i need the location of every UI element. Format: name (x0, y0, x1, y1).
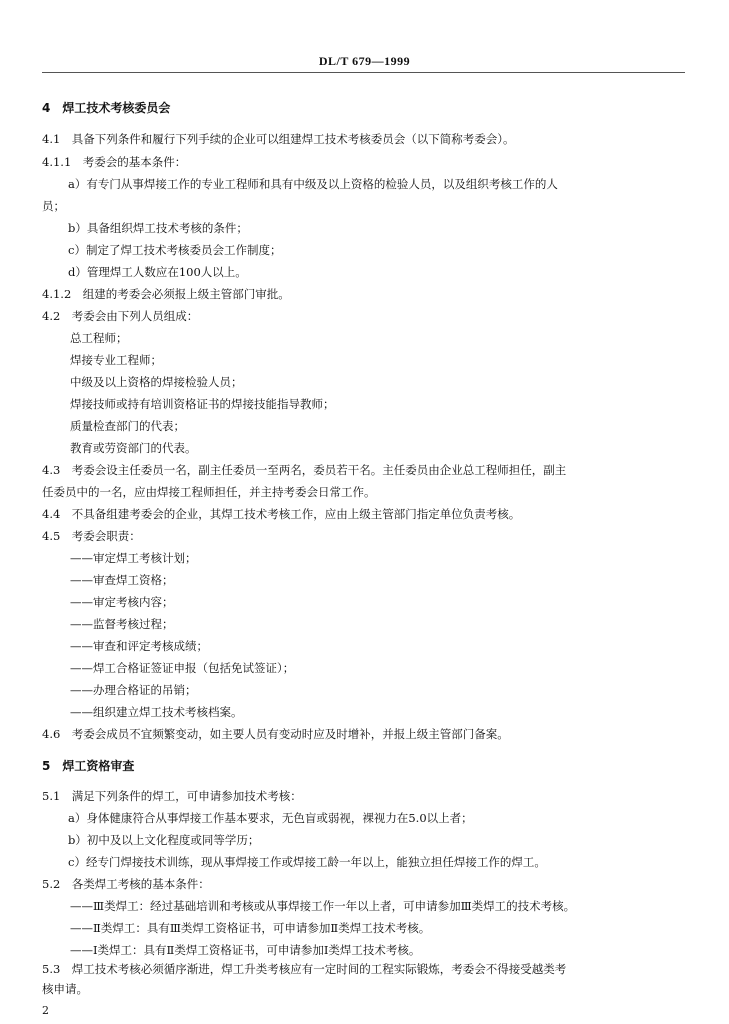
page-number: 2 (42, 1004, 49, 1017)
item-4-1-1-d: d）管理焊工人数应在100人以上。 (68, 265, 247, 279)
item-5-1-a: a）身体健康符合从事焊接工作基本要求，无色盲或弱视，裸视力在5.0以上者； (68, 811, 473, 825)
duty-list-item: ——审定考核内容； (70, 595, 174, 609)
clause-5-3-line2: 核申请。 (42, 982, 88, 996)
grade-list-item: ——Ⅰ类焊工：具有Ⅱ类焊工资格证书，可申请参加Ⅰ类焊工技术考核。 (70, 943, 421, 957)
item-4-1-1-c: c）制定了焊工技术考核委员会工作制度； (68, 243, 282, 257)
duty-list-item: ——办理合格证的吊销； (70, 683, 197, 697)
clause-4-3-line2: 任委员中的一名，应由焊接工程师担任，并主持考委会日常工作。 (42, 485, 376, 499)
item-4-1-1-b: b）具备组织焊工技术考核的条件； (68, 221, 248, 235)
section-4-title: 4 焊工技术考核委员会 (42, 101, 171, 115)
duty-list-item: ——监督考核过程； (70, 617, 174, 631)
clause-5-3-line1: 5.3 焊工技术考核必须循序渐进，焊工升类考核应有一定时间的工程实际锻炼，考委会不得接受越类考 (42, 962, 567, 976)
member-list-item: 焊接专业工程师； (70, 353, 162, 367)
item-5-1-c: c）经专门焊接技术训练，现从事焊接工作或焊接工龄一年以上，能独立担任焊接工作的焊工。 (68, 855, 546, 869)
clause-4-1: 4.1 具备下列条件和履行下列手续的企业可以组建焊工技术考核委员会（以下简称考委会）。 (42, 132, 515, 146)
item-4-1-1-a-line1: a）有专门从事焊接工作的专业工程师和具有中级及以上资格的检验人员，以及组织考核工作的人 (68, 177, 558, 191)
member-list-item: 质量检查部门的代表； (70, 419, 185, 433)
clause-4-1-2: 4.1.2 组建的考委会必须报上级主管部门审批。 (42, 287, 290, 301)
clause-5-1: 5.1 满足下列条件的焊工，可申请参加技术考核： (42, 789, 302, 803)
clause-4-2: 4.2 考委会由下列人员组成： (42, 309, 199, 323)
clause-4-6: 4.6 考委会成员不宜频繁变动，如主要人员有变动时应及时增补，并报上级主管部门备案。 (42, 727, 509, 741)
item-5-1-b: b）初中及以上文化程度或同等学历； (68, 833, 260, 847)
member-list-item: 总工程师； (70, 331, 128, 345)
duty-list-item: ——焊工合格证签证申报（包括免试签证）； (70, 661, 295, 675)
member-list-item: 中级及以上资格的焊接检验人员； (70, 375, 243, 389)
clause-4-1-1: 4.1.1 考委会的基本条件： (42, 155, 187, 169)
item-4-1-1-a-line2: 员； (42, 199, 65, 213)
standard-number-header: DL/T 679—1999 (318, 54, 411, 68)
duty-list-item: ——审定焊工考核计划； (70, 551, 197, 565)
duty-list-item: ——审查和评定考核成绩； (70, 639, 208, 653)
section-5-title: 5 焊工资格审查 (42, 759, 135, 773)
grade-list-item: ——Ⅱ类焊工：具有Ⅲ类焊工资格证书，可申请参加Ⅱ类焊工技术考核。 (70, 921, 431, 935)
grade-list-item: ——Ⅲ类焊工：经过基础培训和考核或从事焊接工作一年以上者，可申请参加Ⅲ类焊工的技术考核。 (70, 899, 576, 913)
member-list-item: 焊接技师或持有培训资格证书的焊接技能指导教师； (70, 397, 335, 411)
clause-4-3-line1: 4.3 考委会设主任委员一名，副主任委员一至两名，委员若干名。主任委员由企业总工程师担任，副主 (42, 463, 567, 477)
duty-list-item: ——组织建立焊工技术考核档案。 (70, 705, 243, 719)
clause-4-5: 4.5 考委会职责： (42, 529, 141, 543)
clause-4-4: 4.4 不具备组建考委会的企业，其焊工技术考核工作，应由上级主管部门指定单位负责考核。 (42, 507, 521, 521)
clause-5-2: 5.2 各类焊工考核的基本条件： (42, 877, 210, 891)
duty-list-item: ——审查焊工资格； (70, 573, 174, 587)
header-rule (42, 72, 685, 73)
member-list-item: 教育或劳资部门的代表。 (70, 441, 197, 455)
